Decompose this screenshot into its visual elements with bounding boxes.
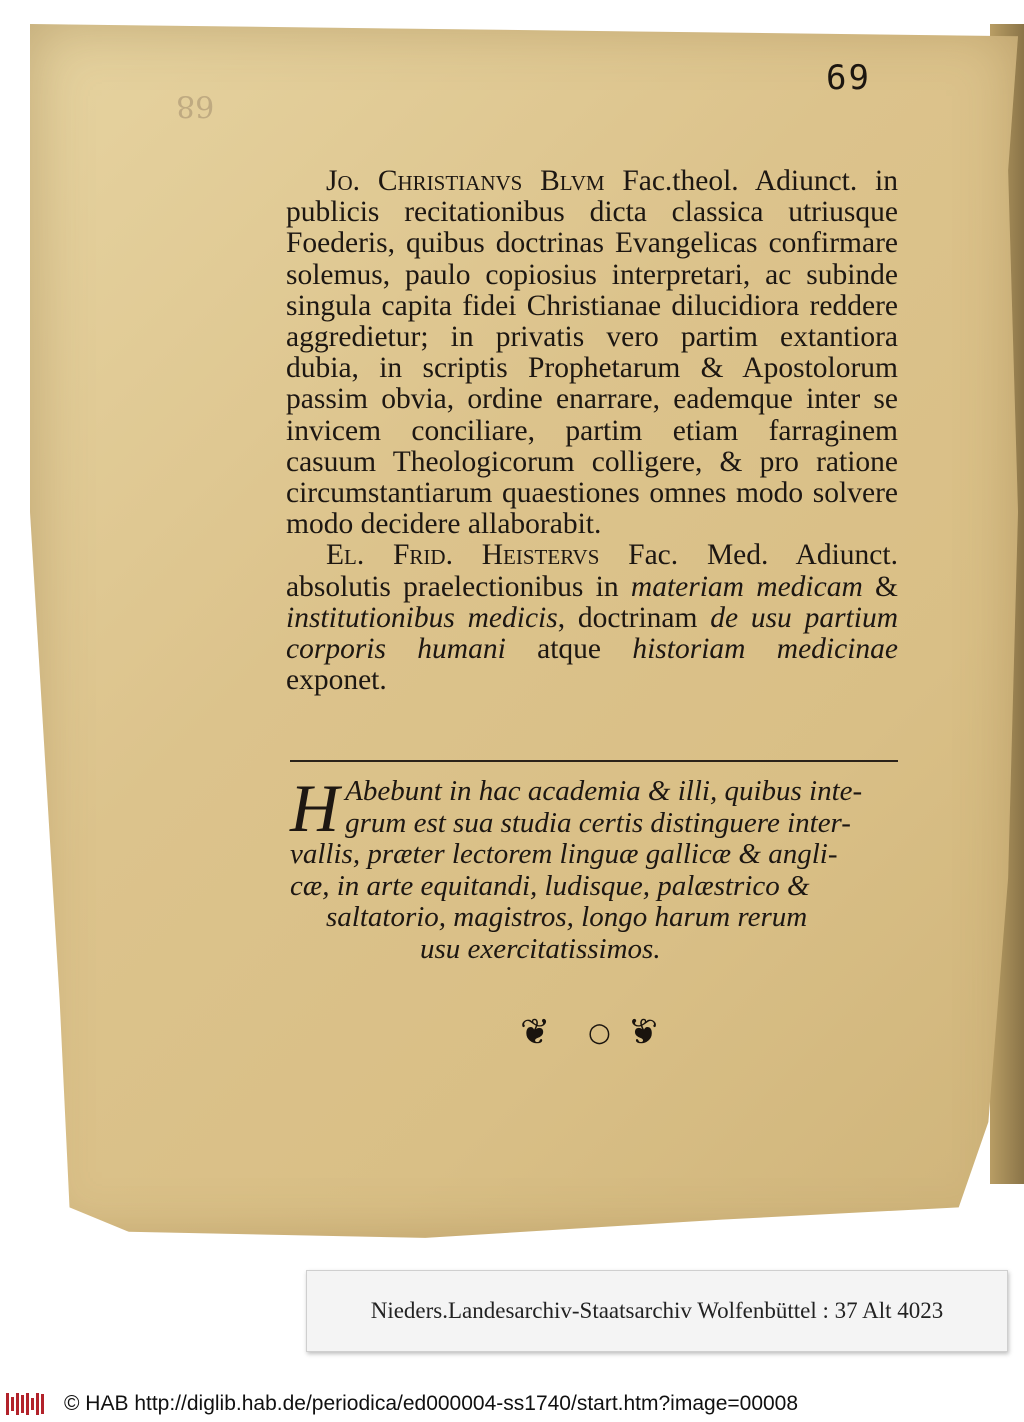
paragraph-blum-text: Fac.theol. Adiunct. in publicis recitationibus dicta classica utriusque Foederis, quibus doctrinas Evangelicas confirmare solemus, paulo copiosius interpretari, ac subinde singula capita fidei Christianae dilucidiora reddere aggredietur; in privatis vero partim extantiora dubia, in scriptis Prophetarum & Apostolorum passim obvia, ordine enarrare, eademque inter se invicem conciliare, partim etiam farraginem casuum Theologicorum colligere, & pro ratione circumstantiarum quaestiones omnes modo solvere modo decidere allaborabit. <box>286 165 898 541</box>
heister-text-1: Fac. Med. Adiunct. absolutis praelectionibus in <box>286 539 898 603</box>
page-number: 69 <box>826 58 871 98</box>
author-name-blum: Jo. Christianvs Blvm <box>326 165 605 197</box>
paragraph-blum <box>286 166 898 540</box>
heister-italic-2: institutionibus medicis <box>286 601 558 634</box>
notice-line: Abebunt in hac academia & illi, quibus inte- <box>345 775 863 807</box>
paragraph-heister <box>286 540 898 696</box>
heister-text-5: exponet. <box>286 664 387 697</box>
notice-line: vallis, præter lectorem linguæ gallicæ & angli- <box>290 838 838 870</box>
notice-line: saltatorio, magistros, longo harum rerum <box>326 901 808 933</box>
ornament-left-icon: ❦ <box>520 1012 551 1053</box>
main-text <box>286 166 898 696</box>
notice-line: cæ, in arte equitandi, ludisque, palæstrico & <box>290 869 810 902</box>
archive-label-text: Nieders.Landesarchiv-Staatsarchiv Wolfenbüttel : 37 Alt 4023 <box>370 1298 944 1323</box>
old-page-number: 68 <box>176 88 215 123</box>
heister-text-3: , doctrinam <box>557 601 711 634</box>
heister-italic-1: materiam medicam <box>630 570 863 603</box>
notice-line: usu exercitatissimos. <box>420 932 661 965</box>
section-divider <box>290 760 898 762</box>
footer-bar <box>0 1385 1024 1422</box>
notice-block <box>290 770 902 965</box>
heister-text-2: & <box>862 570 898 603</box>
heister-text-4: atque <box>505 633 633 666</box>
author-name-heister: El. Frid. Heistervs <box>326 539 600 572</box>
footer-copyright-link[interactable]: © HAB http://diglib.hab.de/periodica/ed000004-ss1740/start.htm?image=00008 <box>64 1391 799 1415</box>
heister-italic-4: historiam medicinae <box>632 633 898 666</box>
notice-line: grum est sua studia certis distinguere inter- <box>345 806 851 839</box>
notice-dropcap: H <box>290 770 340 846</box>
ornament-center-icon: ○ <box>588 1018 611 1048</box>
hab-logo-icon <box>6 1392 46 1416</box>
ornament-right-icon: ❦ <box>628 1012 659 1053</box>
archive-label <box>306 1270 1008 1352</box>
heister-italic-3: de usu partium corporis humani <box>286 601 898 666</box>
